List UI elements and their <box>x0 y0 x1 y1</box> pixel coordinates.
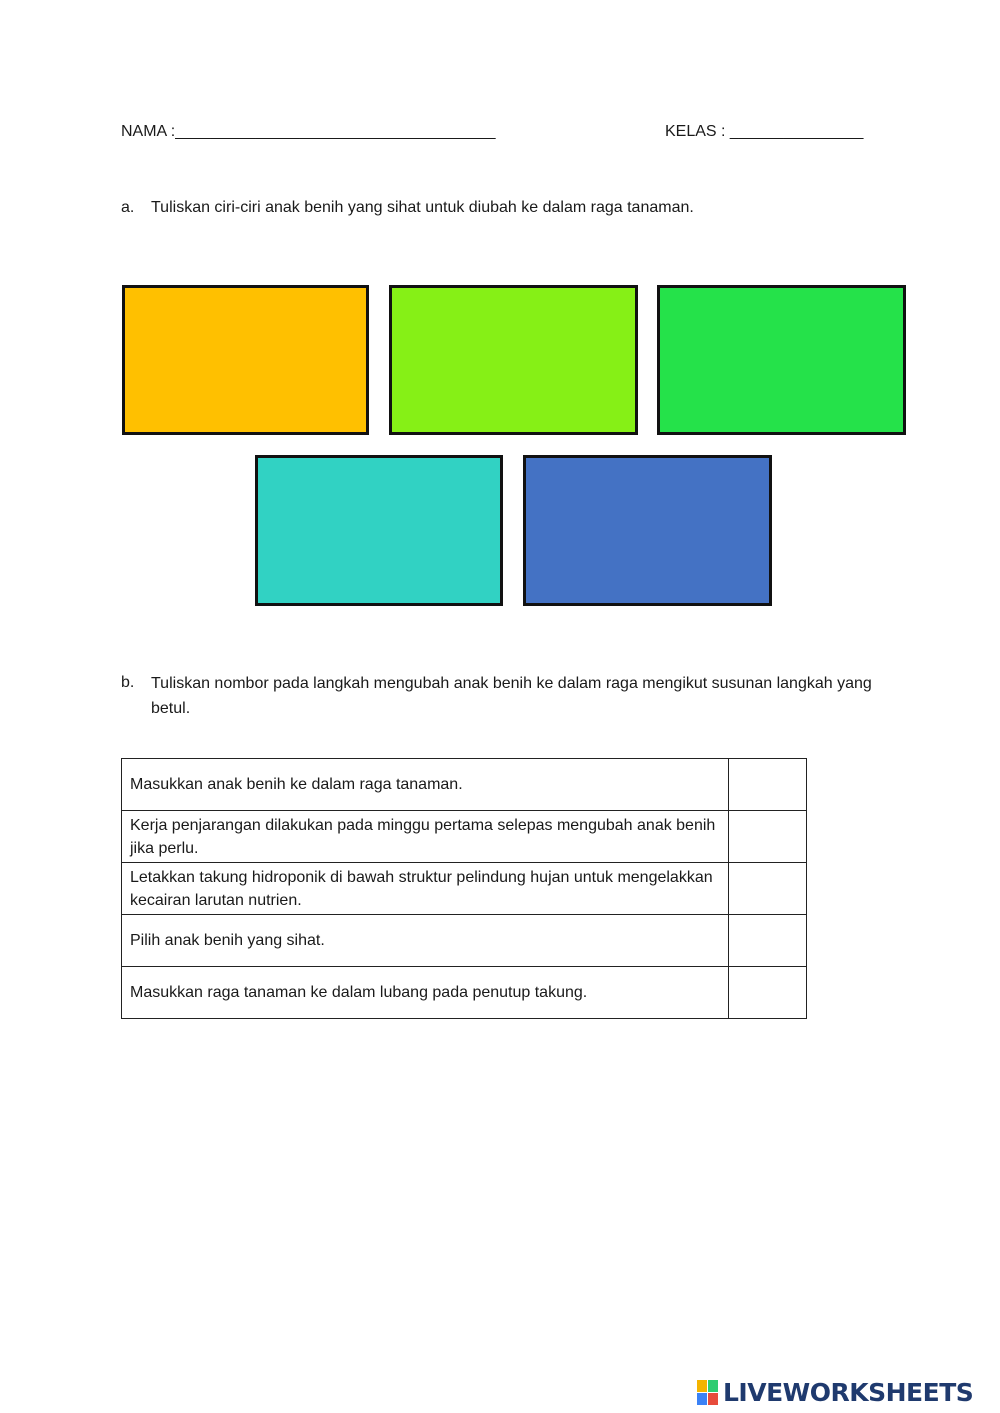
step-text: Masukkan raga tanaman ke dalam lubang pada penutup takung. <box>122 967 729 1019</box>
step-number-input[interactable] <box>729 759 807 811</box>
question-b-text: Tuliskan nombor pada langkah mengubah anak benih ke dalam raga mengikut susunan langkah yang betul. <box>151 675 872 717</box>
liveworksheets-logo-text: LIVEWORKSHEETS <box>723 1378 974 1407</box>
name-field-label: NAMA :____________________________________ <box>121 123 496 140</box>
answer-box-3[interactable] <box>657 285 906 435</box>
class-field-label: KELAS : _______________ <box>665 123 864 140</box>
question-a-text: Tuliskan ciri-ciri anak benih yang sihat untuk diubah ke dalam raga tanaman. <box>151 199 694 216</box>
liveworksheets-logo-icon <box>697 1380 719 1406</box>
table-row <box>122 863 807 915</box>
question-a-letter: a. <box>121 199 135 216</box>
table-row <box>122 811 807 863</box>
steps-table <box>121 758 807 1019</box>
step-number-input[interactable] <box>729 863 807 915</box>
answer-box-1[interactable] <box>122 285 369 435</box>
question-b-letter: b. <box>121 674 135 691</box>
step-text: Kerja penjarangan dilakukan pada minggu pertama selepas mengubah anak benih jika perlu. <box>122 811 729 863</box>
step-text: Masukkan anak benih ke dalam raga tanaman. <box>122 759 729 811</box>
answer-box-5[interactable] <box>523 455 772 606</box>
step-number-input[interactable] <box>729 811 807 863</box>
answer-box-4[interactable] <box>255 455 503 606</box>
liveworksheets-logo <box>697 1378 973 1407</box>
step-text: Letakkan takung hidroponik di bawah struktur pelindung hujan untuk mengelakkan kecairan larutan nutrien. <box>122 863 729 915</box>
step-number-input[interactable] <box>729 915 807 967</box>
answer-box-2[interactable] <box>389 285 638 435</box>
table-row <box>122 759 807 811</box>
table-row <box>122 967 807 1019</box>
step-number-input[interactable] <box>729 967 807 1019</box>
step-text: Pilih anak benih yang sihat. <box>122 915 729 967</box>
table-row <box>122 915 807 967</box>
